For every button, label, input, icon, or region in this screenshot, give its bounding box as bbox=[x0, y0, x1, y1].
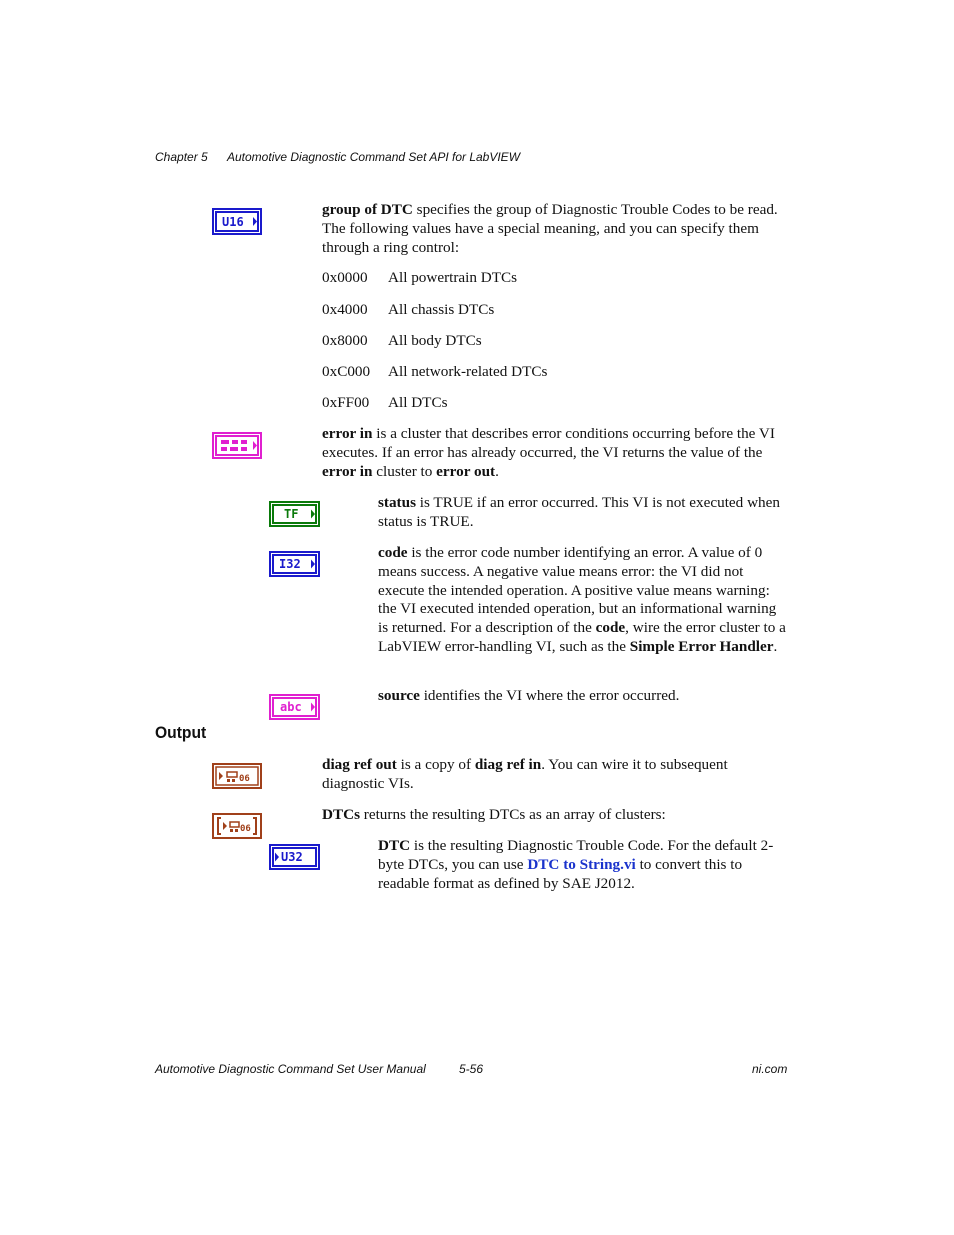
dtc-description: DTC is the resulting Diagnostic Trouble Code. For the default 2-byte DTCs, you can use DTC to String.vi to convert this to readable format as defined by SAE J2012. bbox=[378, 837, 774, 892]
output-heading: Output bbox=[155, 723, 207, 742]
i32-label: I32 bbox=[279, 557, 301, 571]
dtcs-description: DTCs returns the resulting DTCs as an array of clusters: bbox=[322, 806, 666, 823]
error-cluster-icon bbox=[212, 432, 262, 464]
svg-text:06: 06 bbox=[240, 824, 251, 834]
abc-label: abc bbox=[280, 700, 302, 714]
chapter-title: Automotive Diagnostic Command Set API for LabVIEW bbox=[227, 150, 521, 164]
u32-label: U32 bbox=[281, 850, 303, 864]
string-terminal-icon bbox=[269, 694, 320, 725]
page-header bbox=[155, 150, 521, 164]
u16-terminal-icon bbox=[212, 208, 262, 240]
svg-text:06: 06 bbox=[239, 774, 250, 784]
status-description: status is TRUE if an error occurred. This VI is not executed when status is TRUE. bbox=[378, 494, 780, 530]
i32-terminal-icon bbox=[269, 551, 320, 582]
group-of-dtc-description: group of DTC specifies the group of Diagnostic Trouble Codes to be read. The following values have a special meaning, and you can specify them through a ring control: bbox=[322, 201, 778, 256]
cluster-array-icon bbox=[212, 813, 262, 844]
error-in-description: error in is a cluster that describes error conditions occurring before the VI executes. If an error has already occurred, the VI returns the value of the error in cluster to error out. bbox=[322, 425, 775, 480]
diag-ref-out-description: diag ref out is a copy of diag ref in. You can wire it to subsequent diagnostic VIs. bbox=[322, 756, 728, 792]
code-description: code is the error code number identifying an error. A value of 0 means success. A negative value means error: the VI did not execute the intended operation. A positive value means warning: the VI executed intended operation, but an informational warning is returned. For a description of the code, wire the error cluster to a LabVIEW error-handling VI, such as the Simple Error Handler. bbox=[378, 544, 786, 655]
chapter-label: Chapter 5 bbox=[155, 150, 208, 164]
boolean-terminal-icon bbox=[269, 501, 320, 532]
dtc-to-string-link[interactable]: DTC to String.vi bbox=[527, 855, 636, 873]
u32-terminal-icon bbox=[269, 844, 320, 875]
u16-label: U16 bbox=[222, 215, 244, 229]
footer-site-link[interactable]: ni.com bbox=[752, 1062, 788, 1076]
footer-manual-title: Automotive Diagnostic Command Set User Manual bbox=[155, 1062, 426, 1076]
source-description: source identifies the VI where the error occurred. bbox=[378, 687, 680, 704]
tf-label: TF bbox=[284, 507, 299, 521]
footer-page-number: 5-56 bbox=[459, 1062, 484, 1076]
refnum-indicator-icon bbox=[212, 763, 262, 794]
